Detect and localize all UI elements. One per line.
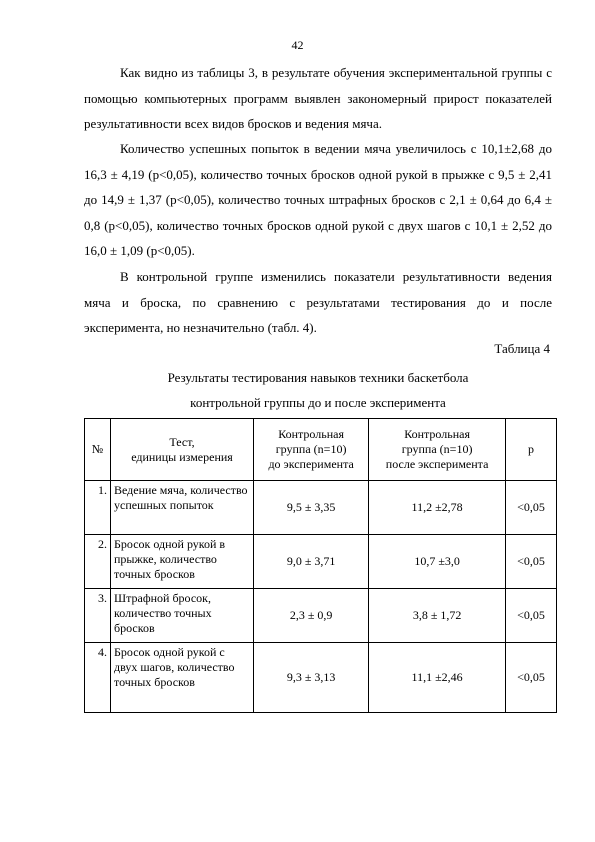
table-caption-line2: контрольной группы до и после эксперимента	[190, 395, 446, 410]
header-before-line2: группа (n=10)	[275, 442, 347, 456]
row-after-value: 10,7 ±3,0	[369, 535, 506, 589]
paragraph-intro: Как видно из таблицы 3, в результате обучения экспериментальной группы с помощью компьютерных программ выявлен закономерный прирост показателей результативности всех видов бросков и ведения мяча.	[84, 65, 552, 132]
row-p-value: <0,05	[506, 589, 557, 643]
header-before-line1: Контрольная	[278, 427, 344, 441]
row-test: Бросок одной рукой в прыжке, количество точных бросков	[111, 535, 254, 589]
row-number: 4.	[85, 643, 111, 713]
header-before	[254, 419, 369, 481]
table-row	[85, 643, 557, 713]
row-before-value: 9,5 ± 3,35	[254, 481, 369, 535]
header-after	[369, 419, 506, 481]
row-after-value: 11,1 ±2,46	[369, 643, 506, 713]
row-p-value: <0,05	[506, 481, 557, 535]
row-after-value: 11,2 ±2,78	[369, 481, 506, 535]
header-after-line3: после эксперимента	[385, 457, 489, 471]
row-p-value: <0,05	[506, 643, 557, 713]
row-before-value: 9,0 ± 3,71	[254, 535, 369, 589]
table-header-row	[85, 419, 557, 481]
page-number: 42	[291, 38, 304, 52]
row-p-value: <0,05	[506, 535, 557, 589]
results-table	[84, 418, 557, 713]
table-row	[85, 535, 557, 589]
header-test-line2: единицы измерения	[131, 449, 233, 464]
row-after-value: 3,8 ± 1,72	[369, 589, 506, 643]
row-before-value: 2,3 ± 0,9	[254, 589, 369, 643]
row-test: Ведение мяча, количество успешных попыток	[111, 481, 254, 535]
header-after-line2: группа (n=10)	[401, 442, 473, 456]
table-caption-line1: Результаты тестирования навыков техники баскетбола	[167, 370, 469, 385]
paragraph-experimental-results: Количество успешных попыток в ведении мяча увеличилось с 10,1±2,68 до 16,3 ± 4,19 (p<0,05), количество точных бросков одной рукой в прыжке с 9,5 ± 2,41 до 14,9 ± 1,37 (p<0,05), количество точных штрафных бросков с 2,1 ± 0,64 до 6,4 ± 0,8 (p<0,05), количество точных бросков одной рукой с двух шагов с 10,1 ± 2,52 до 16,0 ± 1,09 (p<0,05).	[84, 141, 552, 259]
header-p: p	[506, 419, 557, 481]
row-number: 3.	[85, 589, 111, 643]
table-row	[85, 481, 557, 535]
header-test-line1: Тест,	[169, 434, 195, 449]
row-test: Бросок одной рукой с двух шагов, количество точных бросков	[111, 643, 254, 713]
row-number: 1.	[85, 481, 111, 535]
header-before-line3: до эксперимента	[268, 457, 354, 471]
row-before-value: 9,3 ± 3,13	[254, 643, 369, 713]
table-row	[85, 589, 557, 643]
header-number: №	[85, 419, 111, 481]
header-test	[111, 419, 254, 481]
paragraph-control-results: В контрольной группе изменились показатели результативности ведения мяча и броска, по сравнению с результатами тестирования до и после эксперимента, но незначительно (табл. 4).	[84, 269, 552, 336]
row-test: Штрафной бросок, количество точных бросков	[111, 589, 254, 643]
header-after-line1: Контрольная	[404, 427, 470, 441]
row-number: 2.	[85, 535, 111, 589]
table-label: Таблица 4	[494, 341, 550, 356]
